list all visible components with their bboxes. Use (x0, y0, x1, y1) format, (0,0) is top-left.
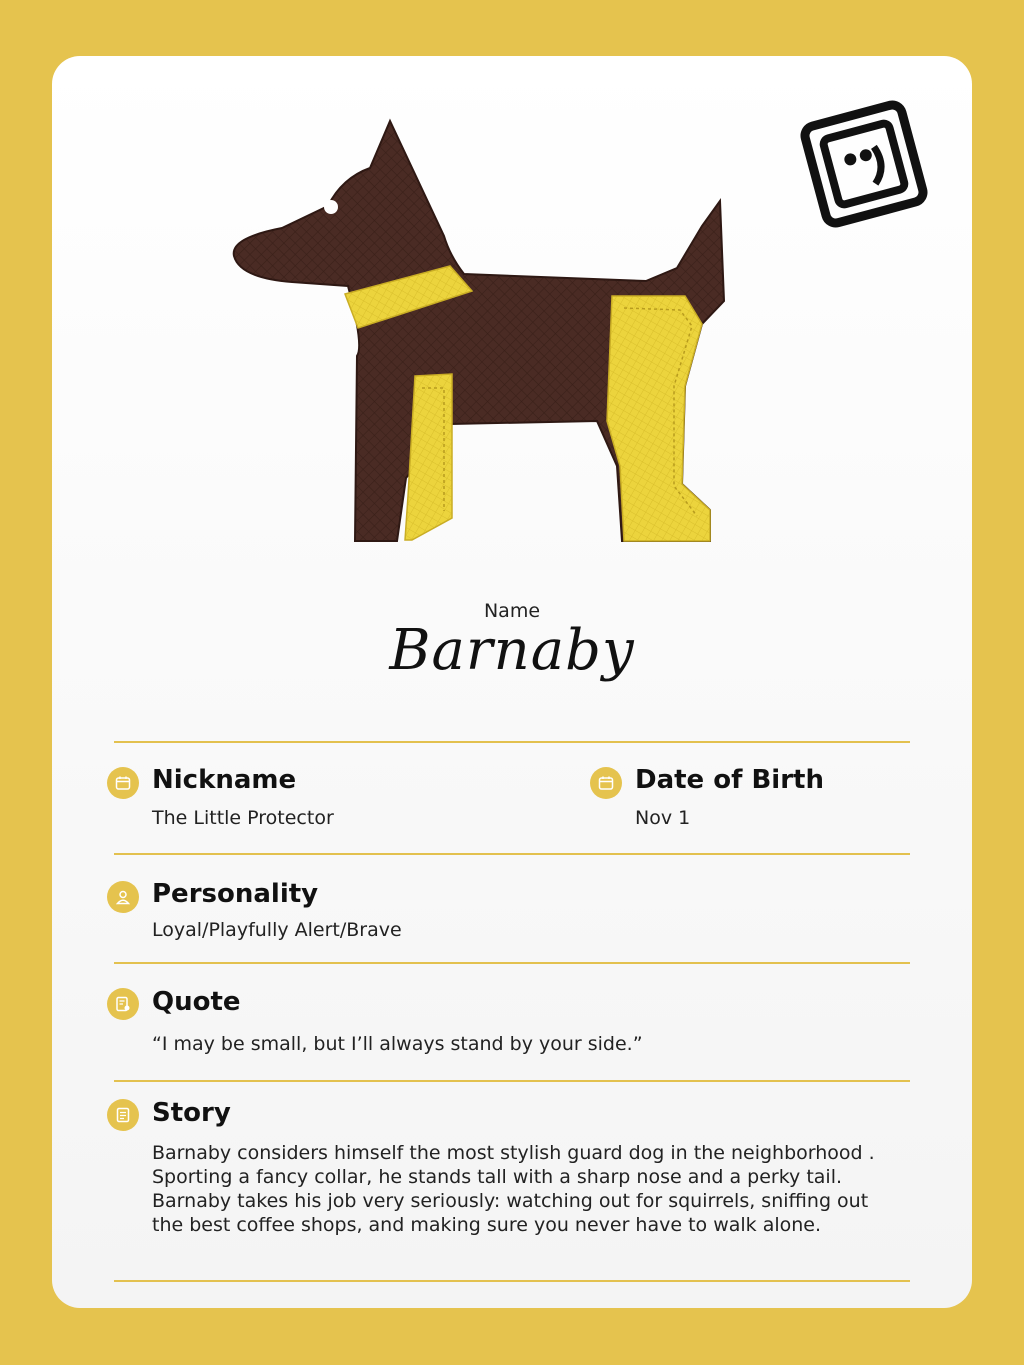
divider (114, 741, 910, 743)
divider (114, 1080, 910, 1082)
divider (114, 962, 910, 964)
calendar-icon (590, 767, 622, 799)
birth-value: Nov 1 (635, 807, 691, 829)
user-icon (107, 881, 139, 913)
quote-value: “I may be small, but I’ll always stand by your side.” (152, 1033, 643, 1055)
story-value: Barnaby considers himself the most stylish guard dog in the neighborhood . Sporting a fancy collar, he stands tall with a sharp nose and a perky tail. Barnaby takes his job very seriously: watching out for squirrels, sniffing out the best coffee shops, and making sure you never have to walk alone. (152, 1142, 875, 1236)
divider (114, 1280, 910, 1282)
character-card (52, 56, 972, 1308)
calendar-icon (107, 767, 139, 799)
story-title: Story (152, 1098, 231, 1128)
dog-illustration (227, 116, 747, 616)
smiley-stamp-icon (800, 100, 928, 228)
quote-title: Quote (152, 987, 241, 1017)
divider (114, 853, 910, 855)
nickname-title: Nickname (152, 765, 297, 795)
nickname-value: The Little Protector (152, 807, 334, 829)
name-value: Barnaby (389, 618, 635, 683)
note-icon (107, 1099, 139, 1131)
name-label: Name (483, 600, 541, 622)
birth-title: Date of Birth (635, 765, 824, 795)
quote-card-icon (107, 988, 139, 1020)
personality-title: Personality (152, 879, 319, 909)
personality-value: Loyal/Playfully Alert/Brave (152, 919, 402, 941)
